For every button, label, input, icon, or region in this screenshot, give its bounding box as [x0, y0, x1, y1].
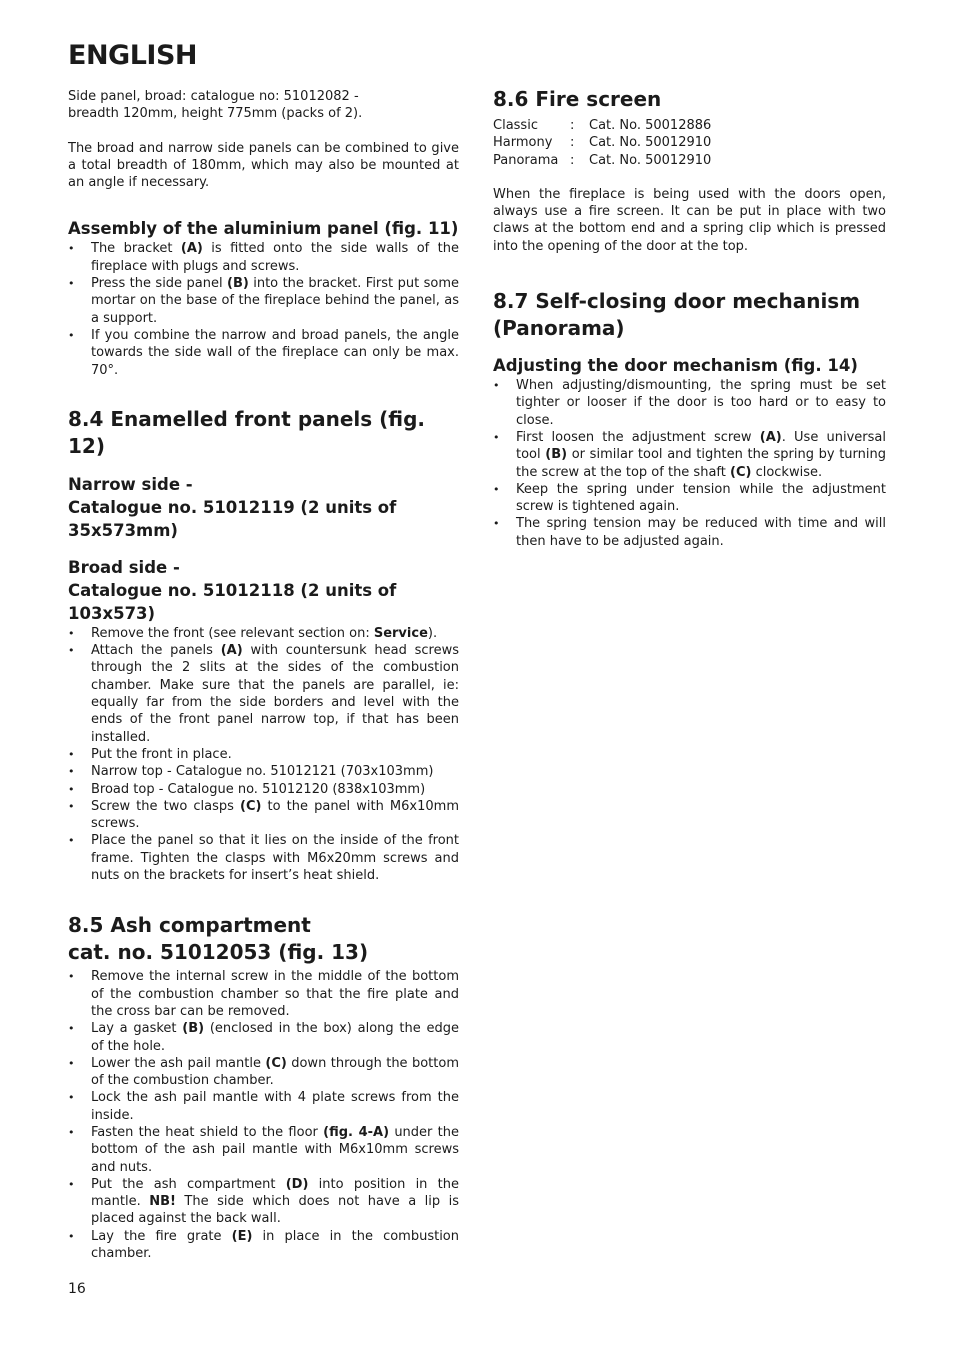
- left-column: [68, 88, 459, 1262]
- item-bold-text: (C): [265, 1055, 287, 1071]
- separator: :: [570, 135, 575, 151]
- item-text: Broad top - Catalogue no. 51012120 (838x103mm): [91, 781, 426, 797]
- narrow-side-heading: [68, 473, 459, 542]
- list-item: [68, 240, 459, 275]
- item-text: Lay a gasket: [91, 1021, 183, 1037]
- door-mechanism-list: [493, 377, 886, 550]
- item-text: Put the front in place.: [91, 746, 232, 762]
- list-item: [68, 1089, 459, 1124]
- item-bold-text: (A): [220, 643, 243, 659]
- list-item: [68, 746, 459, 763]
- language-heading: ENGLISH: [68, 40, 197, 71]
- list-item: [68, 625, 459, 642]
- catalogue-row: [493, 134, 711, 151]
- list-item: [68, 1124, 459, 1176]
- catalogue-row: [493, 117, 711, 134]
- heading-line: Catalogue no. 51012118 (2 units of 103x573): [68, 580, 397, 623]
- heading-line: Broad side -: [68, 557, 180, 577]
- item-text: Fasten the heat shield to the floor: [91, 1124, 324, 1140]
- item-text: ).: [427, 625, 438, 641]
- list-item: [68, 798, 459, 833]
- item-bold-text: (B): [227, 276, 249, 292]
- item-text: Screw the two clasps: [91, 798, 240, 814]
- item-text: If you combine the narrow and broad panels, the angle towards the side wall of the fireplace can only be max. 70°.: [91, 327, 459, 378]
- item-text: in place in the combustion chamber.: [91, 1228, 460, 1262]
- item-bold-text: (D): [285, 1176, 309, 1192]
- item-text: into the bracket. First put some mortar on the base of the fireplace behind the panel, as a support.: [91, 276, 459, 326]
- right-column: [493, 86, 886, 550]
- list-item: [68, 832, 459, 884]
- item-text: under the bottom of the ash pail mantle with M6x10mm screws and nuts.: [91, 1124, 459, 1175]
- separator: :: [570, 152, 575, 168]
- side-panel-intro: [68, 88, 459, 123]
- item-text: is fitted onto the side walls of the fireplace with plugs and screws.: [91, 241, 459, 274]
- item-text: into position in the mantle.: [91, 1176, 460, 1210]
- item-text: The bracket: [91, 241, 181, 257]
- item-bold-text: (B): [545, 447, 568, 463]
- item-text: When adjusting/dismounting, the spring must be set tighter or looser if the door is too hard or to easy to close.: [516, 378, 886, 428]
- item-bold-text: (fig. 4-A): [323, 1124, 390, 1140]
- heading-line: 8.7 Self-closing door mechanism: [493, 289, 861, 314]
- list-item: [493, 481, 886, 516]
- heading-line: Narrow side -: [68, 474, 193, 494]
- list-item: [68, 1176, 459, 1228]
- item-text: Place the panel so that it lies on the inside of the front frame. Tighten the clasps with M6x20mm screws and nuts on the brackets for insert’s heat shield.: [91, 833, 459, 884]
- assembly-heading: Assembly of the aluminium panel (fig. 11): [68, 219, 459, 239]
- combination-paragraph: The broad and narrow side panels can be combined to give a total breadth of 180mm, which may also be mounted at an angle if necessary.: [68, 140, 459, 191]
- list-item: [68, 642, 459, 746]
- section-8-5-heading: [68, 912, 459, 966]
- item-text: Remove the internal screw in the middle of the bottom of the combustion chamber so that the fire plate and the cross bar can be removed.: [91, 969, 459, 1019]
- model-name: Classic: [493, 118, 538, 133]
- item-text: Remove the front (see relevant section on:: [91, 625, 374, 641]
- ash-compartment-list: [68, 968, 459, 1262]
- fire-screen-paragraph: When the fireplace is being used with the doors open, always use a fire screen. It can be put in place with two claws at the bottom end and a spring clip which is pressed into the opening of the door at the top.: [493, 186, 886, 254]
- heading-line: (Panorama): [493, 316, 625, 341]
- item-text: . Use universal tool: [516, 429, 886, 463]
- item-bold-text: (B): [182, 1021, 205, 1037]
- fire-screen-catalogue: [493, 117, 711, 169]
- item-bold-text: (C): [240, 798, 262, 814]
- list-item: [68, 327, 459, 379]
- section-8-7-heading: [493, 288, 886, 342]
- item-text: The spring tension may be reduced with time and will then have to be adjusted again.: [516, 516, 886, 549]
- list-item: [68, 275, 459, 327]
- heading-line: cat. no. 51012053 (fig. 13): [68, 940, 369, 965]
- list-item: [493, 429, 886, 481]
- section-8-6-heading: 8.6 Fire screen: [493, 87, 662, 111]
- item-bold-text: (A): [759, 429, 782, 445]
- list-item: [68, 763, 459, 780]
- list-item: [493, 515, 886, 550]
- item-text: Lower the ash pail mantle: [91, 1055, 266, 1071]
- list-item: [493, 377, 886, 429]
- item-bold-text: (A): [180, 241, 203, 257]
- item-text: Lock the ash pail mantle with 4 plate screws from the inside.: [91, 1090, 459, 1123]
- catalogue-row: [493, 152, 711, 169]
- item-text: Keep the spring under tension while the adjustment screw is tightened again.: [516, 481, 886, 515]
- list-item: [68, 1228, 459, 1263]
- list-item: [68, 1020, 459, 1055]
- assembly-list: [68, 240, 459, 378]
- item-bold-text: (E): [231, 1228, 253, 1244]
- front-panels-list: [68, 625, 459, 884]
- separator: :: [570, 118, 575, 133]
- item-text: Narrow top - Catalogue no. 51012121 (703x103mm): [91, 764, 434, 780]
- list-item: [68, 1055, 459, 1090]
- broad-side-heading: [68, 556, 459, 625]
- item-text: Press the side panel: [91, 276, 227, 292]
- item-bold-text: Service: [373, 625, 428, 641]
- heading-line: Catalogue no. 51012119 (2 units of 35x573mm): [68, 497, 397, 540]
- item-text: down through the bottom of the combustion chamber.: [91, 1055, 459, 1089]
- heading-line: 8.5 Ash compartment: [68, 913, 311, 938]
- catalogue-number: Cat. No. 50012886: [589, 118, 712, 133]
- item-bold-text: (C): [730, 464, 752, 480]
- list-item: [68, 781, 459, 798]
- page-number: 16: [68, 1281, 86, 1297]
- model-name: Harmony: [493, 135, 553, 151]
- item-text: (enclosed in the box) along the edge of the hole.: [91, 1021, 459, 1054]
- item-text: clockwise.: [751, 464, 823, 480]
- catalogue-number: Cat. No. 50012910: [589, 135, 712, 151]
- item-text: Attach the panels: [91, 643, 221, 659]
- item-text: Put the ash compartment: [91, 1176, 286, 1192]
- item-text: with countersunk head screws through the 2 slits at the sides of the combustion chamber. Make sure that the panels are parallel, ie: equally far from the side borders and level with the ends of the front panel narrow top, if that has been installed.: [91, 643, 459, 745]
- item-bold-text: NB!: [149, 1194, 176, 1210]
- item-text: First loosen the adjustment screw: [516, 429, 760, 445]
- list-item: [68, 968, 459, 1020]
- item-text: The side which does not have a lip is placed against the back wall.: [91, 1194, 459, 1227]
- catalogue-number: Cat. No. 50012910: [589, 152, 712, 168]
- model-name: Panorama: [493, 152, 559, 168]
- door-mechanism-subheading: Adjusting the door mechanism (fig. 14): [493, 356, 858, 376]
- intro-line: breadth 120mm, height 775mm (packs of 2).: [68, 106, 363, 122]
- item-text: Lay the fire grate: [91, 1228, 232, 1244]
- item-text: or similar tool and tighten the spring by turning the screw at the top of the shaft: [516, 447, 887, 480]
- item-text: to the panel with M6x10mm screws.: [91, 798, 459, 832]
- section-8-4-heading: 8.4 Enamelled front panels (fig. 12): [68, 406, 426, 458]
- intro-line: Side panel, broad: catalogue no: 51012082 -: [68, 89, 359, 104]
